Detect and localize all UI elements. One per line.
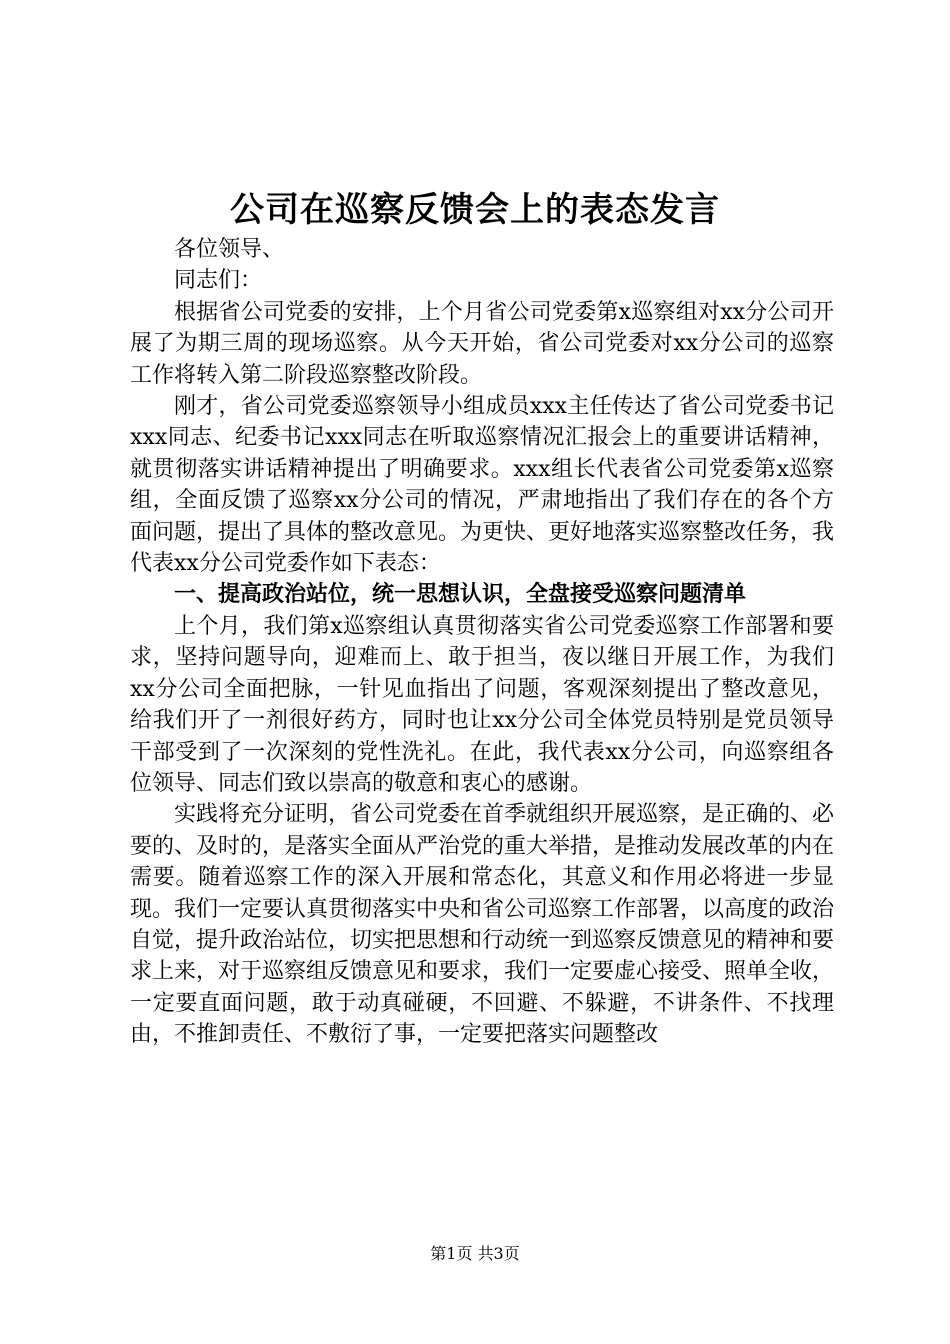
document-title: 公司在巡察反馈会上的表态发言 bbox=[230, 190, 720, 230]
body-paragraph: 实践将充分证明，省公司党委在首季就组织开展巡察，是正确的、必要的、及时的，是落实全面从严治党的重大举措，是推动发展改革的内在需要。随着巡察工作的深入开展和常态化，其意义和作用必将进一步显现。我们一定要认真贯彻落实中央和省公司巡察工作部署，以高度的政治自觉，提升政治站位，切实把思想和行动统一到巡察反馈意见的精神和要求上来，对于巡察组反馈意见和要求，我们一定要虚心接受、照单全收，一定要直面问题，敢于动真碰硬，不回避、不躲避，不讲条件、不找理由，不推卸责任、不敷衍了事，一定要把落实问题整改 bbox=[130, 802, 835, 1048]
page-footer: 第1页 共3页 bbox=[430, 1244, 520, 1263]
document-body bbox=[130, 234, 834, 1051]
salutation-line: 各位领导、 bbox=[174, 237, 285, 262]
salutation-line: 同志们： bbox=[174, 268, 263, 294]
body-paragraph: 上个月，我们第x巡察组认真贯彻落实省公司党委巡察工作部署和要求，坚持问题导向，迎难而上、敢于担当，夜以继日开展工作，为我们xx分公司全面把脉，一针见血指出了问题，客观深刻提出了整改意见，给我们开了一剂很好药方，同时也让xx分公司全体党员特别是党员领导干部受到了一次深刻的党性洗礼。在此，我代表xx分公司，向巡察组各位领导、同志们致以崇高的敬意和衷心的感谢。 bbox=[130, 613, 834, 796]
body-paragraph: 根据省公司党委的安排，上个月省公司党委第x巡察组对xx分公司开展了为期三周的现场巡察。从今天开始，省公司党委对xx分公司的巡察工作将转入第二阶段巡察整改阶段。 bbox=[130, 299, 834, 388]
section-heading: 一、提高政治站位，统一思想认识，全盘接受巡察问题清单 bbox=[174, 582, 747, 608]
body-paragraph: 刚才，省公司党委巡察领导小组成员xxx主任传达了省公司党委书记xxx同志、纪委书记xxx同志在听取巡察情况汇报会上的重要讲话精神，就贯彻落实讲话精神提出了明确要求。xxx组长代表省公司党委第x巡察组，全面反馈了巡察xx分公司的情况，严肃地指出了我们存在的各个方面问题，提出了具体的整改意见。为更快、更好地落实巡察整改任务，我代表xx分公司党委作如下表态： bbox=[130, 394, 835, 577]
